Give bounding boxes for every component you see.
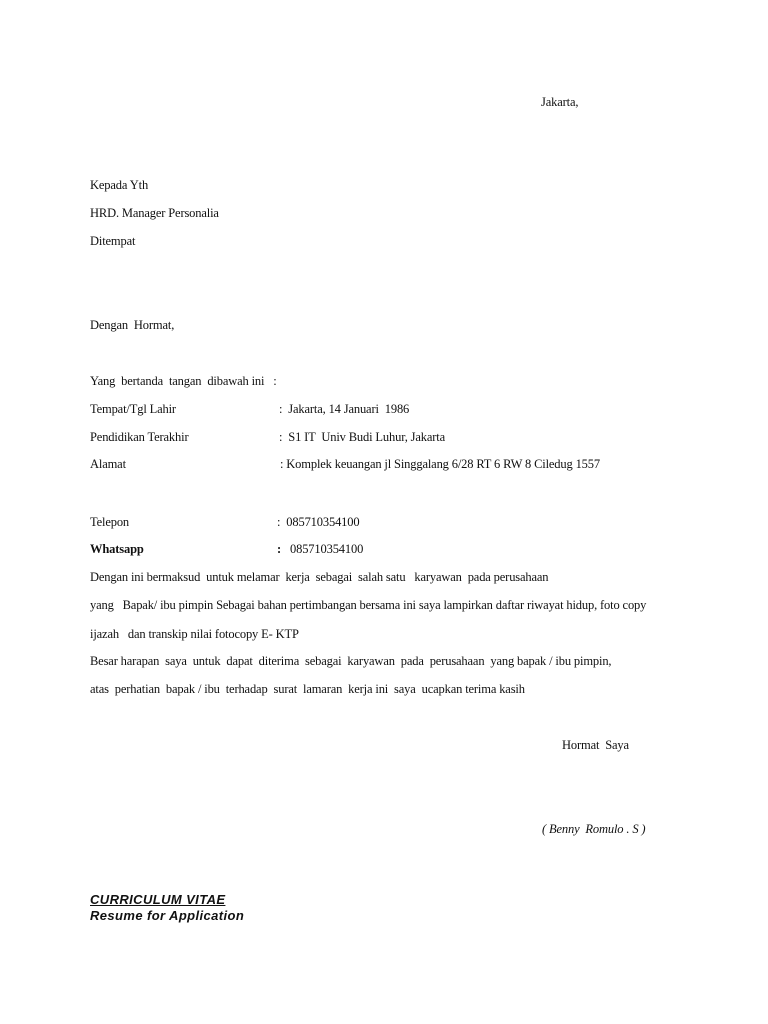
recipient-line-3: Ditempat xyxy=(90,234,136,248)
cv-title: CURRICULUM VITAE xyxy=(90,892,226,907)
detail-label-phone: Telepon xyxy=(90,515,130,529)
recipient-line-1: Kepada Yth xyxy=(90,178,149,192)
closing: Hormat Saya xyxy=(562,738,629,752)
detail-value-birth: : Jakarta, 14 Januari 1986 xyxy=(279,402,410,416)
detail-value-whatsapp: 085710354100 xyxy=(290,542,364,556)
detail-value-address: : Komplek keuangan jl Singgalang 6/28 RT 6 RW 8 Ciledug 1557 xyxy=(280,457,600,471)
body-line-5: atas perhatian bapak / ibu terhadap surat lamaran kerja ini saya ucapkan terima kasih xyxy=(90,682,525,696)
detail-value-education: : S1 IT Univ Budi Luhur, Jakarta xyxy=(279,430,446,444)
recipient-line-2: HRD. Manager Personalia xyxy=(90,206,219,220)
body-line-3: ijazah dan transkip nilai fotocopy E- KTP xyxy=(90,627,299,641)
body-line-1: Dengan ini bermaksud untuk melamar kerja sebagai salah satu karyawan pada perusahaan xyxy=(90,570,549,584)
body-line-2: yang Bapak/ ibu pimpin Sebagai bahan pertimbangan bersama ini saya lampirkan daftar riwayat hidup, foto copy xyxy=(90,598,647,612)
signature-name: ( Benny Romulo . S ) xyxy=(542,822,646,836)
detail-value-phone: : 085710354100 xyxy=(277,515,360,529)
detail-label-address: Alamat xyxy=(90,457,126,471)
place-date: Jakarta, xyxy=(541,95,579,109)
detail-label-education: Pendidikan Terakhir xyxy=(90,430,189,444)
salutation: Dengan Hormat, xyxy=(90,318,175,332)
intro-line: Yang bertanda tangan dibawah ini : xyxy=(90,374,277,388)
detail-label-whatsapp: Whatsapp xyxy=(90,542,144,556)
detail-label-birth: Tempat/Tgl Lahir xyxy=(90,402,176,416)
detail-colon-whatsapp: : xyxy=(277,542,282,556)
cv-subtitle: Resume for Application xyxy=(90,908,245,923)
body-line-4: Besar harapan saya untuk dapat diterima sebagai karyawan pada perusahaan yang bapak / ibu pimpin, xyxy=(90,654,612,668)
